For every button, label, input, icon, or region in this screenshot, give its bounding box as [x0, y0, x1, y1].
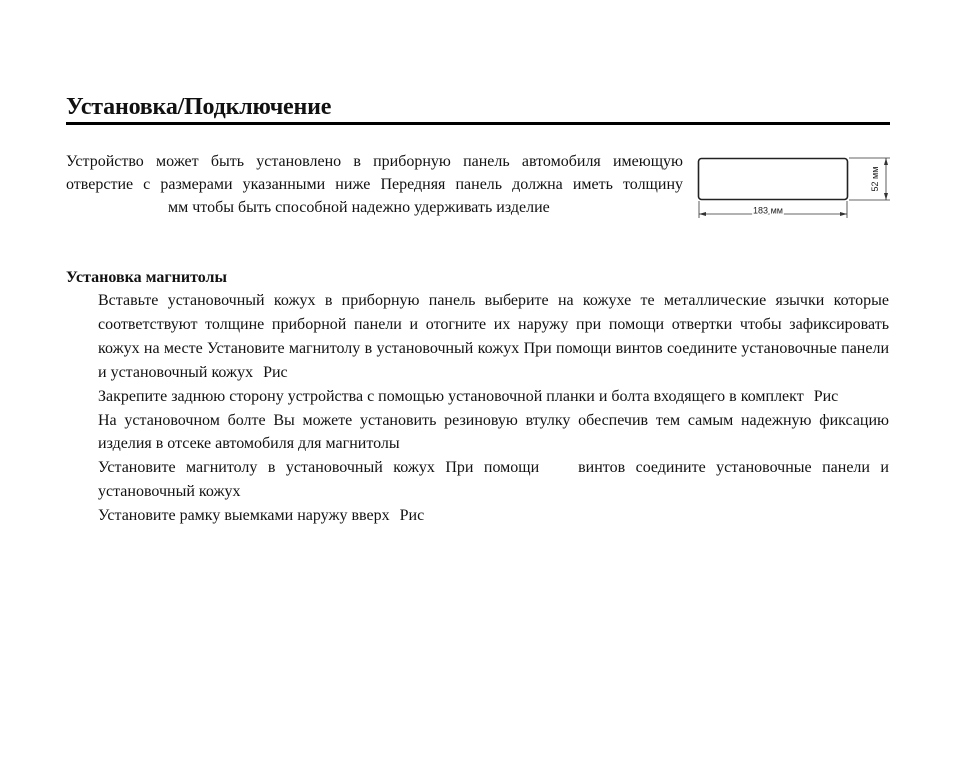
installation-step	[98, 456, 889, 504]
step-text: На установочном болте Вы можете установить резиновую втулку обеспечив тем самым надежную фиксацию изделия в отсеке автомобиля для магнитолы	[98, 411, 889, 453]
height-arrow-bottom	[884, 193, 888, 200]
page-title: Установка/Подключение	[66, 94, 332, 120]
installation-step	[98, 289, 889, 385]
height-dimension-label: 52 мм	[870, 166, 880, 192]
intro-text-end: мм чтобы быть способной надежно удерживать изделие	[168, 199, 550, 216]
height-arrow-top	[884, 158, 888, 165]
installation-step	[98, 504, 889, 528]
step-text-end: винтов соедините установочные панели и установочный кожух	[98, 459, 889, 501]
installation-step	[98, 385, 889, 409]
title-underline	[66, 122, 890, 125]
mounting-opening-outline	[699, 159, 848, 200]
installation-step	[98, 409, 889, 457]
installation-steps	[98, 289, 889, 528]
step-text: Установите рамку выемками наружу вверх	[98, 507, 390, 525]
figure-reference: Рис	[399, 507, 425, 525]
intro-text-start: Устройство может быть установлено в приборную панель автомобиля имеющую отверстие с размерами указанными ниже Передняя панель должна иметь толщину	[66, 153, 683, 193]
intro-paragraph	[66, 150, 683, 219]
step-text-start: Установите магнитолу в установочный кожух При помощи	[98, 459, 540, 477]
section-heading: Установка магнитолы	[66, 269, 228, 286]
width-dimension-label: 183 мм	[753, 205, 783, 216]
step-text: Вставьте установочный кожух в приборную панель выберите на кожухе те металлические язычки которые соответствуют толщине приборной панели и отогните их наружу при помощи отвертки чтобы зафиксировать кожух на месте Установите магнитолу в установочный кожух При помощи винтов соедините установочные панели и установочный кожух	[98, 292, 889, 381]
width-arrow-right	[840, 212, 847, 216]
width-arrow-left	[699, 212, 706, 216]
figure-reference: Рис	[263, 363, 288, 381]
step-text: Закрепите заднюю сторону устройства с помощью установочной планки и болта входящего в комплект	[98, 387, 804, 405]
mounting-opening-diagram	[694, 152, 894, 224]
figure-reference: Рис	[813, 387, 839, 405]
